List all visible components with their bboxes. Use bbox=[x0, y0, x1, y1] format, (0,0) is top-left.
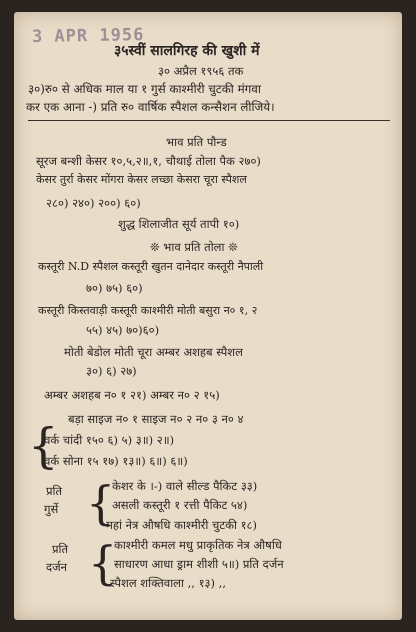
per-gross-row: असली कस्तूरी १ रत्ती पैकिट ५४) bbox=[112, 498, 248, 512]
per-dozen-row: स्पैशल शक्तिवाला ,, १३) ,, bbox=[110, 576, 226, 590]
per-gross-row: महां नेत्र औषधि काश्मीरी चुटकी १८) bbox=[106, 518, 258, 532]
per-tola-row: कस्तूरी किस्तवाड़ी कस्तूरी काश्मीरी मोती बसुरा न० १, २ bbox=[38, 304, 258, 317]
per-dozen-label: दर्जन bbox=[46, 560, 68, 574]
silver-gold-row: वर्क चांदी १५० ६) ५) ३॥) २॥) bbox=[44, 433, 175, 447]
postcard bbox=[14, 12, 402, 620]
divider bbox=[28, 120, 390, 121]
left-brace: { bbox=[28, 418, 59, 474]
per-dozen-label: प्रति bbox=[52, 542, 69, 556]
right-brace: { bbox=[86, 476, 116, 530]
per-gross-label: प्रति bbox=[46, 484, 63, 498]
silver-gold-row: बड़ा साइज न० १ साइज न० २ न० ३ न० ४ bbox=[68, 412, 244, 426]
per-tola-row: ५५) ४५) ७०)६०) bbox=[86, 323, 160, 337]
per-pound-row: २८०) २४०) २००) ६०) bbox=[46, 196, 141, 210]
per-dozen-row: काश्मीरी कमल मधु प्राकृतिक नेत्र औषधि bbox=[114, 538, 282, 552]
per-pound-row: शुद्ध शिलाजीत सूर्य तापी १०) bbox=[118, 217, 240, 231]
per-tola-row: ३०) ६) २७) bbox=[86, 364, 137, 378]
offer-line-1: ३०)रु० से अधिक माल या १ गुर्स काश्मीरी चुटकी मंगवा bbox=[28, 82, 261, 96]
per-pound-row: केसर तुर्रा केसर मोंगरा केसर लच्छा केसरा चूरा स्पैशल bbox=[36, 173, 247, 186]
per-tola-row: मोती बेडोल मोती चूरा अम्बर अशहब स्पैशल bbox=[64, 345, 243, 359]
per-tola-row: अम्बर अशहब न० १ २१) अम्बर न० २ १५) bbox=[44, 388, 220, 402]
per-tola-heading: ❊ भाव प्रति तोला ❊ bbox=[150, 240, 238, 254]
offer-deadline: ३० अप्रैल १९५६ तक bbox=[158, 64, 244, 78]
date-stamp: 3 APR 1956 bbox=[31, 25, 145, 47]
per-gross-row: केशर के ।‑) वाले सील्ड पैकिट ३३) bbox=[112, 479, 258, 493]
page-title: ३५स्वीं सालगिरह की खुशी में bbox=[114, 43, 260, 59]
per-pound-heading: भाव प्रति पौन्ड bbox=[166, 135, 227, 149]
per-gross-label: गुर्से bbox=[44, 502, 59, 516]
offer-line-2: कर एक आना ‑) प्रति रु० वार्षिक स्पैशल कन्सैशन लीजिये। bbox=[26, 100, 275, 114]
per-tola-row: कस्तूरी N.D स्पैशल कस्तूरी खुतन दानेदार कस्तूरी नैपाली bbox=[38, 260, 264, 273]
per-pound-row: सूरज बन्शी केसर १०,५,२॥,१, चौथाई तोला पैक २७०) bbox=[36, 154, 261, 168]
right-brace: { bbox=[88, 536, 118, 590]
per-dozen-row: साधारण आधा ड्राम शीशी ५॥) प्रति दर्जन bbox=[114, 557, 284, 571]
silver-gold-row: वर्क सोना १५ १७) १३॥) ६॥) ६॥) bbox=[44, 454, 188, 468]
per-tola-row: ७०) ७५) ६०) bbox=[86, 281, 143, 295]
